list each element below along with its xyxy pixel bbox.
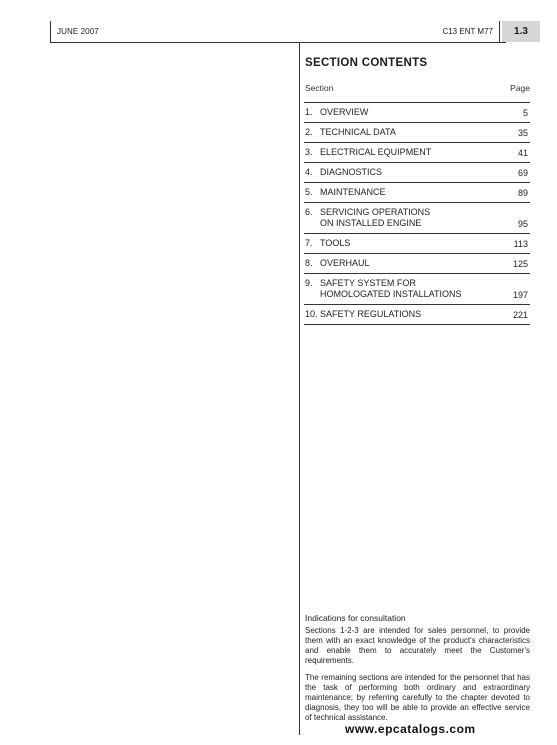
toc-row[interactable]: [304, 273, 530, 304]
toc-title: TOOLS: [320, 238, 351, 248]
toc-page: 125: [512, 259, 528, 269]
toc-row[interactable]: [304, 162, 530, 182]
indications-paragraph-2: The remaining sections are intended for the personnel that has the task of performing both ordinary and extraordinary maintenance; by referring carefully to the chapter devoted to diagnosis, they too will be able to provide an effective service of technical assistance.: [305, 673, 530, 722]
toc-row[interactable]: [304, 182, 530, 202]
header-model: C13 ENT M77: [442, 27, 493, 36]
toc-num: 9.: [305, 278, 313, 288]
toc-title: SAFETY REGULATIONS: [320, 309, 422, 319]
toc-title: TECHNICAL DATA: [320, 127, 396, 137]
header-rule: [50, 42, 506, 43]
toc-num: 4.: [305, 167, 313, 177]
toc-title: DIAGNOSTICS: [320, 167, 383, 177]
toc-page: 41: [517, 148, 528, 158]
toc-page: 35: [517, 128, 528, 138]
toc-num: 7.: [305, 238, 313, 248]
toc-title: ELECTRICAL EQUIPMENT: [320, 147, 432, 157]
toc-row[interactable]: [304, 233, 530, 253]
toc-title: SERVICING OPERATIONS ON INSTALLED ENGINE: [320, 207, 431, 228]
toc-row[interactable]: [304, 142, 530, 162]
toc-column-headers: [305, 83, 530, 93]
page-number: 1.3: [502, 21, 540, 42]
toc-page: 95: [517, 219, 528, 229]
toc-page: 197: [512, 290, 528, 300]
toc-page: 69: [517, 168, 528, 178]
toc-page: 89: [517, 188, 528, 198]
toc-row[interactable]: [304, 253, 530, 273]
toc-title: OVERVIEW: [320, 107, 369, 117]
toc-page: 221: [512, 310, 528, 320]
toc-num: 5.: [305, 187, 313, 197]
toc-list: [304, 102, 530, 325]
indications-title: Indications for consultation: [305, 613, 406, 623]
toc-page-header: Page: [510, 83, 530, 93]
toc-num: 3.: [305, 147, 313, 157]
toc-title: SAFETY SYSTEM FOR HOMOLOGATED INSTALLATIONS: [320, 278, 462, 299]
toc-row[interactable]: [304, 122, 530, 142]
section-contents-title: SECTION CONTENTS: [305, 57, 428, 69]
toc-num: 1.: [305, 107, 313, 117]
toc-row[interactable]: [304, 202, 530, 233]
header-left-rule: [50, 21, 51, 43]
toc-title: OVERHAUL: [320, 258, 370, 268]
toc-bottom-rule: [304, 324, 530, 325]
toc-row[interactable]: [304, 102, 530, 122]
toc-row[interactable]: [304, 304, 530, 324]
toc-num: 8.: [305, 258, 313, 268]
toc-section-header: Section: [305, 83, 334, 93]
toc-page: 5: [522, 108, 528, 118]
toc-num: 2.: [305, 127, 313, 137]
toc-page: 113: [513, 239, 528, 249]
header-separator: [499, 21, 500, 43]
header-date: JUNE 2007: [57, 27, 99, 36]
toc-num: 6.: [305, 207, 313, 217]
toc-num: 10.: [305, 309, 318, 319]
toc-title: MAINTENANCE: [320, 187, 386, 197]
watermark: www.epcatalogs.com: [345, 722, 476, 736]
indications-paragraph-1: Sections 1-2-3 are intended for sales personnel, to provide them with an exact knowledge of the product's characteristics and enable them to accurately meet the Customer's requirements.: [305, 626, 530, 665]
column-rule: [299, 43, 300, 735]
